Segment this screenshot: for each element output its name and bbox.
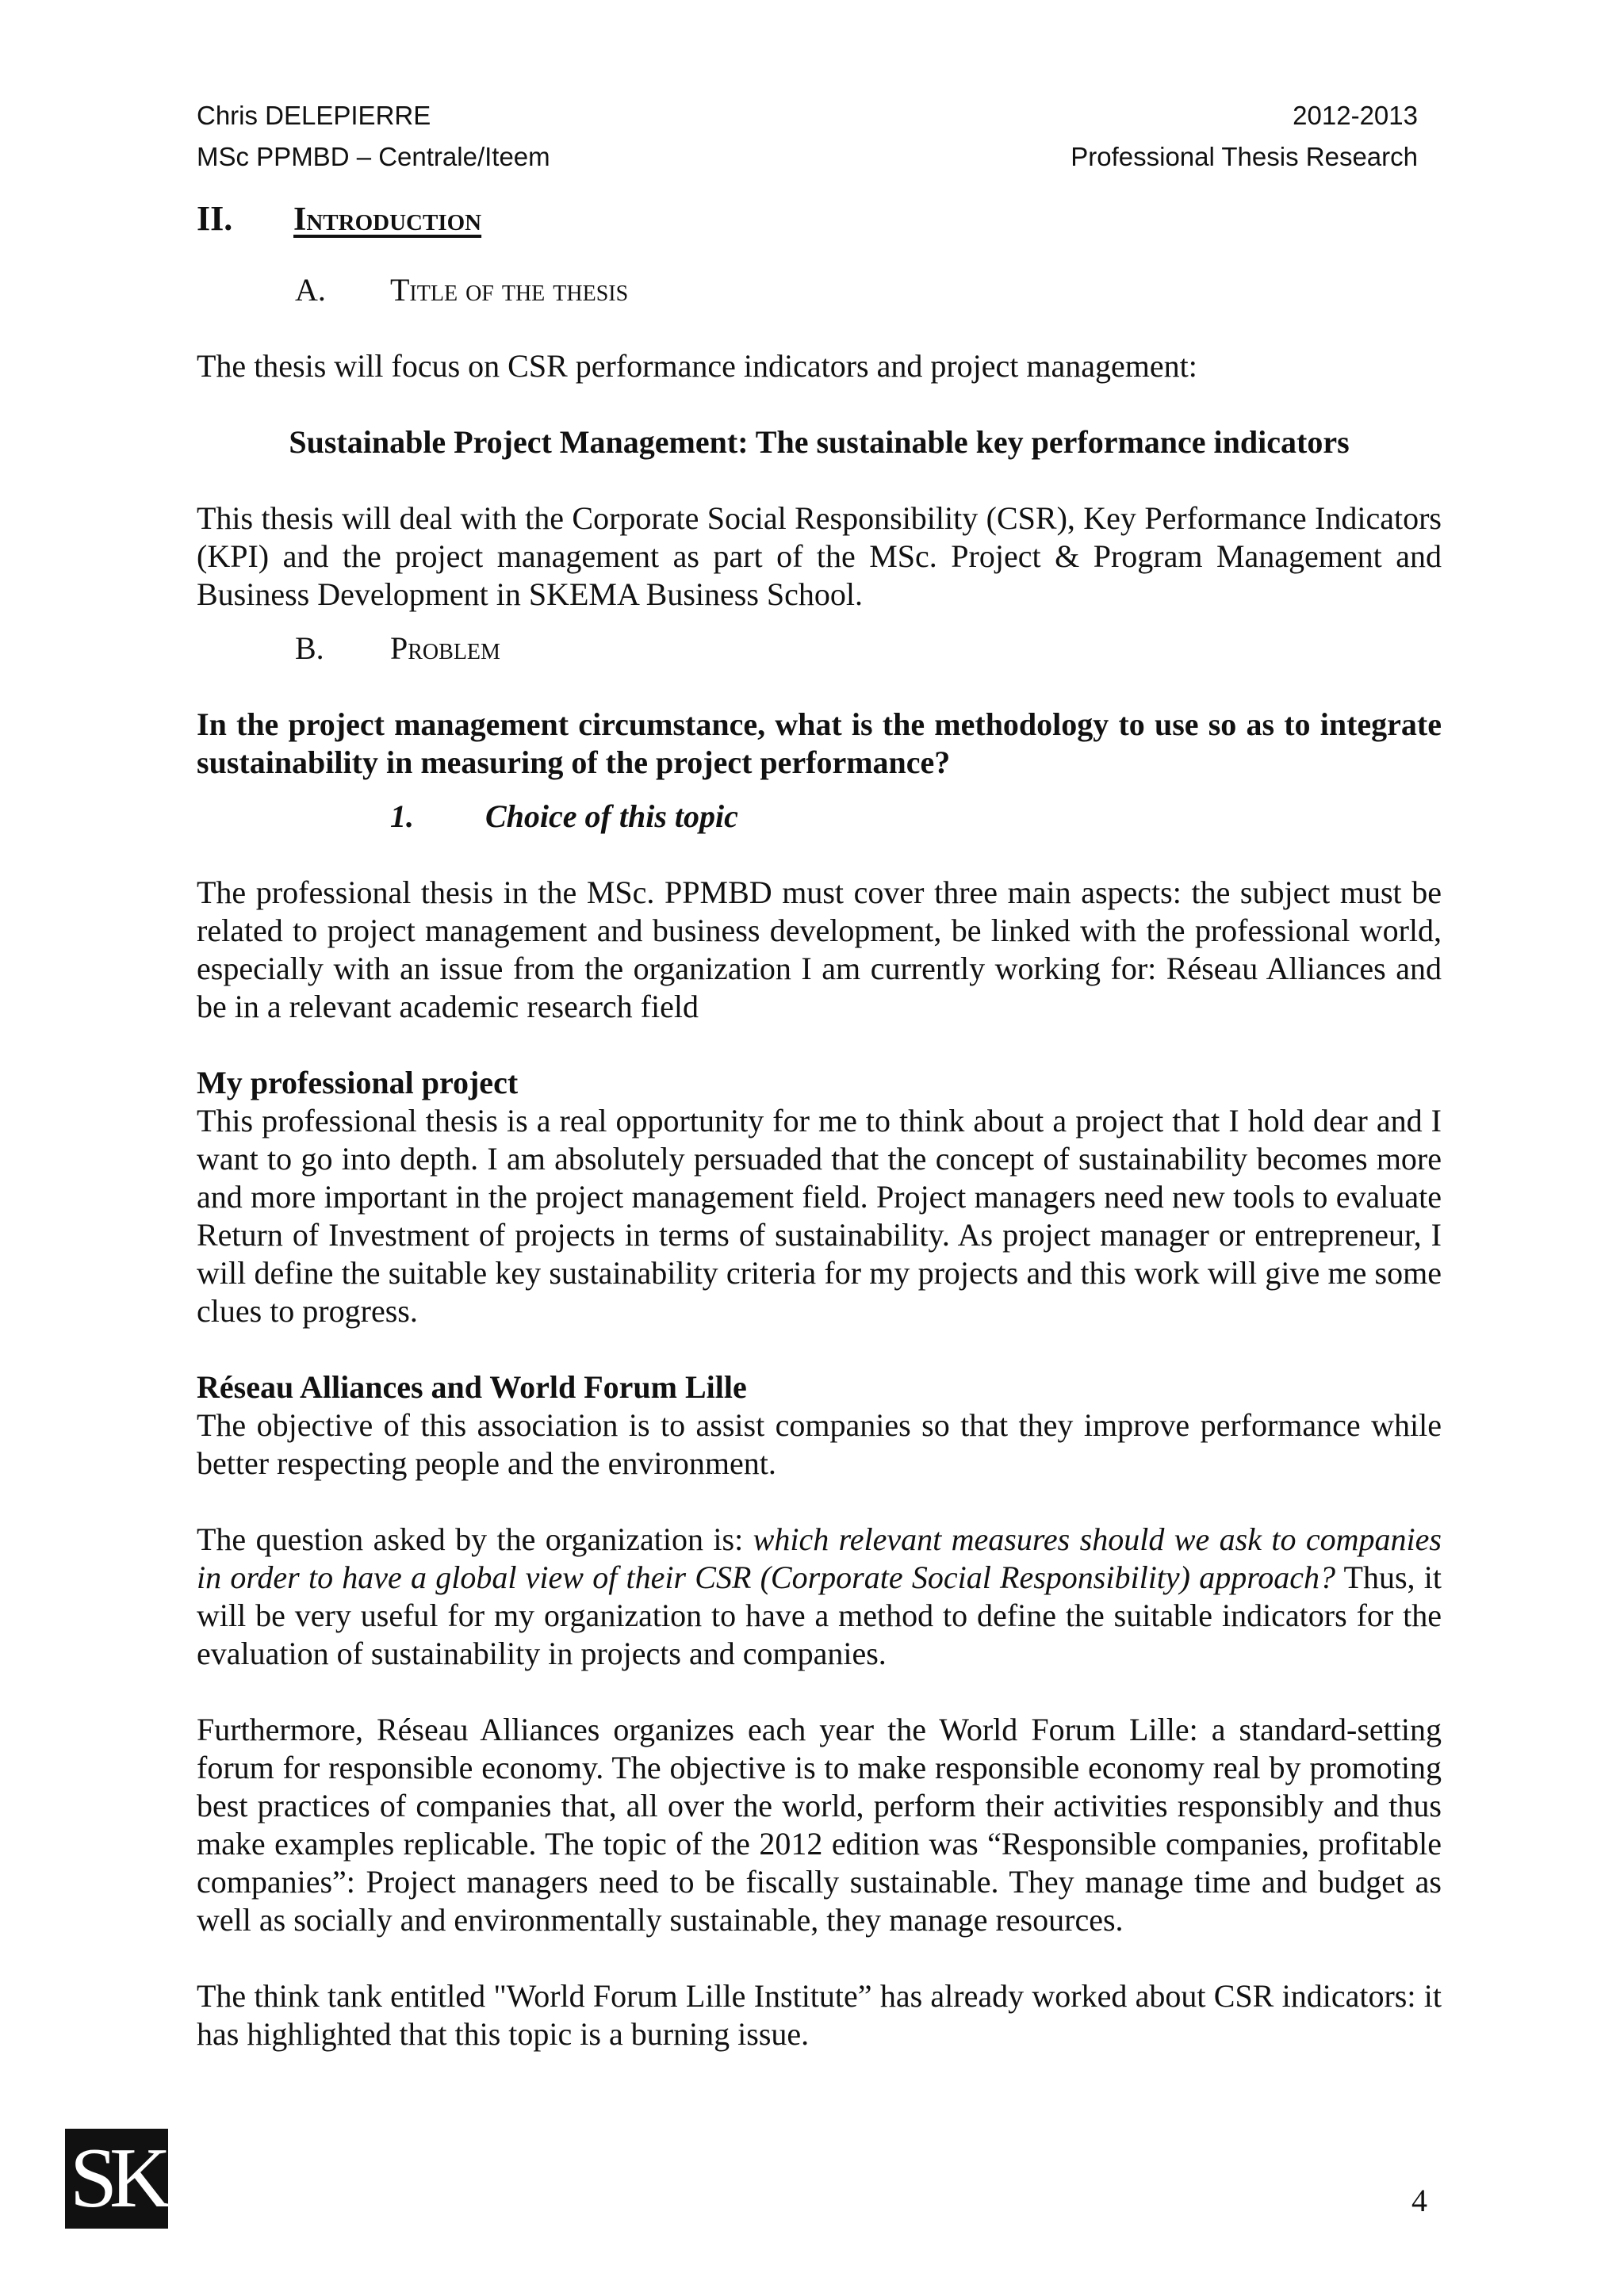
question-italic: which relevant measures should we ask to companies in order to have a global view of their CSR (Corporate Social Responsibility) approach? <box>197 1521 1442 1595</box>
logo-text: SK <box>69 2131 164 2225</box>
question-paragraph <box>197 1521 1442 1673</box>
header-author: Chris DELEPIERRE <box>197 101 431 130</box>
question-lead: The question asked by the organization is: <box>197 1521 753 1557</box>
subsection-a-heading <box>197 271 1442 309</box>
intro-paragraph: The thesis will focus on CSR performance indicators and project management: <box>197 348 1197 384</box>
page-header <box>197 95 1418 178</box>
thesis-description: This thesis will deal with the Corporate Social Responsibility (CSR), Key Performance Indicators (KPI) and the project management as part of the MSc. Project & Program Management and Business Development in SKEMA Business School. <box>197 500 1442 612</box>
forum-paragraph: Furthermore, Réseau Alliances organizes each year the World Forum Lille: a standard-setting forum for responsible economy. The objective is to make responsible economy real by promoting best practices of companies that, all over the world, perform their activities responsibly and thus make examples replicable. The topic of the 2012 edition was “Responsible companies, profitable companies”: Project managers need to be fiscally sustainable. They manage time and budget as well as socially and environmentally sustainable, they manage resources. <box>197 1712 1442 1938</box>
section-title: Introduction <box>293 201 482 238</box>
think-tank-paragraph: The think tank entitled "World Forum Lille Institute” has already worked about CSR indicators: it has highlighted that this topic is a burning issue. <box>197 1978 1442 2052</box>
skema-logo-icon <box>65 2129 168 2229</box>
subsection-a-title: Title of the thesis <box>390 272 629 308</box>
pro-project-heading: My professional project <box>197 1065 519 1100</box>
header-row-1 <box>197 95 1418 136</box>
subsection-a-letter: A. <box>295 272 326 308</box>
subsection-b-letter: B. <box>295 630 324 666</box>
header-doc-type: Professional Thesis Research <box>1071 142 1418 171</box>
page-number: 4 <box>1411 2183 1427 2218</box>
subsubsection-1-title: Choice of this topic <box>485 798 738 834</box>
page-content <box>197 200 1442 2053</box>
subsection-b-title: Problem <box>390 630 500 666</box>
problem-question: In the project management circumstance, what is the methodology to use so as to integrate sustainability in measuring of the project performance? <box>197 706 1442 780</box>
header-program: MSc PPMBD – Centrale/Iteem <box>197 142 550 171</box>
reseau-heading: Réseau Alliances and World Forum Lille <box>197 1369 747 1405</box>
section-number: II. <box>197 199 233 238</box>
question-rest: Thus, it will be very useful for my organization to have a method to define the suitable indicators for the evaluation of sustainability in projects and companies. <box>197 1559 1442 1671</box>
pro-project-paragraph: This professional thesis is a real opportunity for me to think about a project that I hold dear and I want to go into depth. I am absolutely persuaded that the concept of sustainability becomes more and more important in the project management field. Project managers need new tools to evaluate Return of Investment of projects in terms of sustainability. As project manager or entrepreneur, I will define the suitable key sustainability criteria for my projects and this work will give me some clues to progress. <box>197 1103 1442 1329</box>
section-heading <box>197 200 1442 241</box>
subsubsection-1-heading <box>197 798 1442 836</box>
subsubsection-1-number: 1. <box>390 798 414 834</box>
header-years: 2012-2013 <box>1293 101 1418 130</box>
subsection-b-heading <box>197 629 1442 668</box>
reseau-paragraph: The objective of this association is to assist companies so that they improve performance while better respecting people and the environment. <box>197 1407 1442 1481</box>
header-row-2 <box>197 136 1418 178</box>
thesis-title: Sustainable Project Management: The sustainable key performance indicators <box>289 424 1350 460</box>
choice-paragraph: The professional thesis in the MSc. PPMBD must cover three main aspects: the subject must be related to project management and business development, be linked with the professional world, especially with an issue from the organization I am currently working for: Réseau Alliances and be in a relevant academic research field <box>197 874 1442 1024</box>
